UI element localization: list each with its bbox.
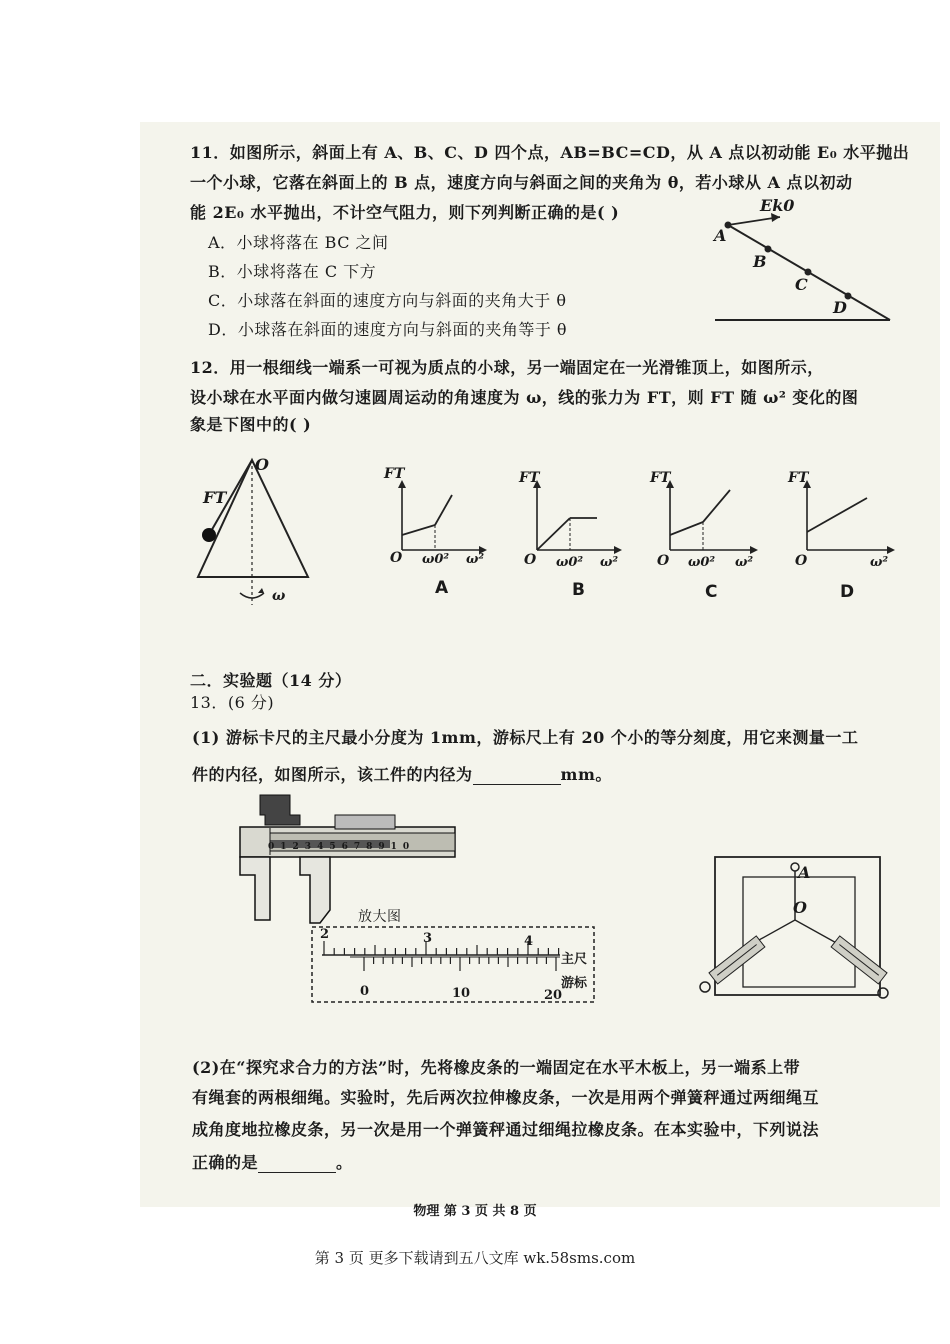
graph-a-caption: A <box>435 578 449 598</box>
vernier-scale-label: 游标 <box>561 976 588 991</box>
point-b-label: B <box>753 252 767 271</box>
q13-p2-text: 正确的是 <box>192 1153 259 1172</box>
graph-c-mark: ω0² <box>688 555 716 570</box>
cone-ft-label: FT <box>203 488 227 507</box>
cone-omega-label: ω <box>272 588 286 604</box>
answer-blank-2[interactable] <box>258 1156 336 1173</box>
graph-a-origin: O <box>390 550 403 566</box>
graph-c-y: FT <box>650 470 671 486</box>
force-board-figure <box>695 855 890 1000</box>
q13-header: 13．(6 分) <box>190 693 275 712</box>
q13-p1-line1: (1) 游标卡尺的主尺最小分度为 1mm，游标尺上有 20 个小的等分刻度，用它来测量一工 <box>192 728 859 747</box>
q11-line1: 11．如图所示，斜面上有 A、B、C、D 四个点，AB=BC=CD，从 A 点以初动能 E₀ 水平抛出 <box>190 143 910 162</box>
graph-c <box>658 480 763 560</box>
q13-p2-line2: 有绳套的两根细绳。实验时，先后两次拉伸橡皮条，一次是用两个弹簧秤通过两细绳互 <box>192 1088 820 1107</box>
graph-a-y: FT <box>384 466 405 482</box>
point-c-label: C <box>795 275 808 294</box>
q11-option-a: A．小球将落在 BC 之间 <box>208 233 389 252</box>
graph-a-mark: ω0² <box>422 552 450 567</box>
board-a-label: A <box>798 863 811 882</box>
vernier-num-0: 0 <box>360 984 370 999</box>
page-footer: 物理 第 3 页 共 8 页 <box>413 1204 537 1219</box>
q11-option-c: C．小球落在斜面的速度方向与斜面的夹角大于 θ <box>208 291 567 310</box>
download-watermark: 第 3 页 更多下载请到五八文库 wk.58sms.com <box>314 1249 636 1267</box>
board-o-label: O <box>793 898 807 917</box>
main-scale-label: 主尺 <box>561 952 588 967</box>
q11-line3: 能 2E₀ 水平抛出，不计空气阻力，则下列判断正确的是( ) <box>190 203 620 222</box>
point-d-label: D <box>833 298 847 317</box>
q13-p2-end: 。 <box>336 1153 353 1172</box>
answer-blank-1[interactable] <box>473 768 561 785</box>
caliper-top-numbers: 012345678910 <box>268 842 416 852</box>
point-a-label: A <box>714 226 727 245</box>
q12-line1: 12．用一根细线一端系一可视为质点的小球，另一端固定在一光滑锥顶上，如图所示， <box>190 358 824 377</box>
graph-b-mark: ω0² <box>556 555 584 570</box>
q12-line3: 象是下图中的( ) <box>190 415 312 434</box>
ek0-label: Ek0 <box>760 196 795 215</box>
graph-c-origin: O <box>657 553 670 569</box>
graph-a <box>390 480 490 560</box>
graph-b <box>525 480 625 560</box>
q13-p2-line1: (2)在“探究求合力的方法”时，先将橡皮条的一端固定在水平木板上，另一端系上带 <box>192 1058 801 1077</box>
q12-line2: 设小球在水平面内做匀速圆周运动的角速度为 ω，线的张力为 FT，则 FT 随 ω² 变化的图 <box>190 388 859 407</box>
graph-d-origin: O <box>795 553 808 569</box>
main-num-4: 4 <box>524 934 534 949</box>
graph-b-origin: O <box>524 552 537 568</box>
incline-figure <box>700 195 900 330</box>
q13-p1-unit: mm。 <box>560 765 612 784</box>
q13-p1-line2 <box>192 762 612 785</box>
q11-line2: 一个小球，它落在斜面上的 B 点，速度方向与斜面之间的夹角为 θ，若小球从 A 点以初动 <box>190 173 853 192</box>
graph-b-y: FT <box>519 470 540 486</box>
q11-option-b: B．小球将落在 C 下方 <box>208 262 377 281</box>
graph-d-caption: D <box>840 582 855 602</box>
caliper-figure <box>235 795 460 925</box>
q11-option-d: D．小球落在斜面的速度方向与斜面的夹角等于 θ <box>208 320 568 339</box>
cone-figure <box>190 455 320 610</box>
graph-b-caption: B <box>572 580 585 600</box>
main-num-3: 3 <box>423 931 433 946</box>
graph-d-y: FT <box>788 470 809 486</box>
q13-p1-text: 件的内径，如图所示，该工件的内径为 <box>192 765 473 784</box>
graph-d-x: ω² <box>870 555 889 570</box>
vernier-num-20: 20 <box>544 988 563 1003</box>
q13-p2-line4 <box>192 1150 353 1173</box>
magnified-label: 放大图 <box>358 909 402 925</box>
section-heading: 二．实验题（14 分） <box>190 671 352 690</box>
main-num-2: 2 <box>320 927 330 942</box>
vernier-num-10: 10 <box>452 986 471 1001</box>
q13-p2-line3: 成角度地拉橡皮条，另一次是用一个弹簧秤通过细绳拉橡皮条。在本实验中，下列说法 <box>192 1120 820 1139</box>
graph-d <box>795 480 900 560</box>
graph-c-caption: C <box>705 582 718 602</box>
graph-c-x: ω² <box>735 555 754 570</box>
graph-b-x: ω² <box>600 555 619 570</box>
graph-a-x: ω² <box>466 552 485 567</box>
cone-o-label: O <box>255 455 269 474</box>
